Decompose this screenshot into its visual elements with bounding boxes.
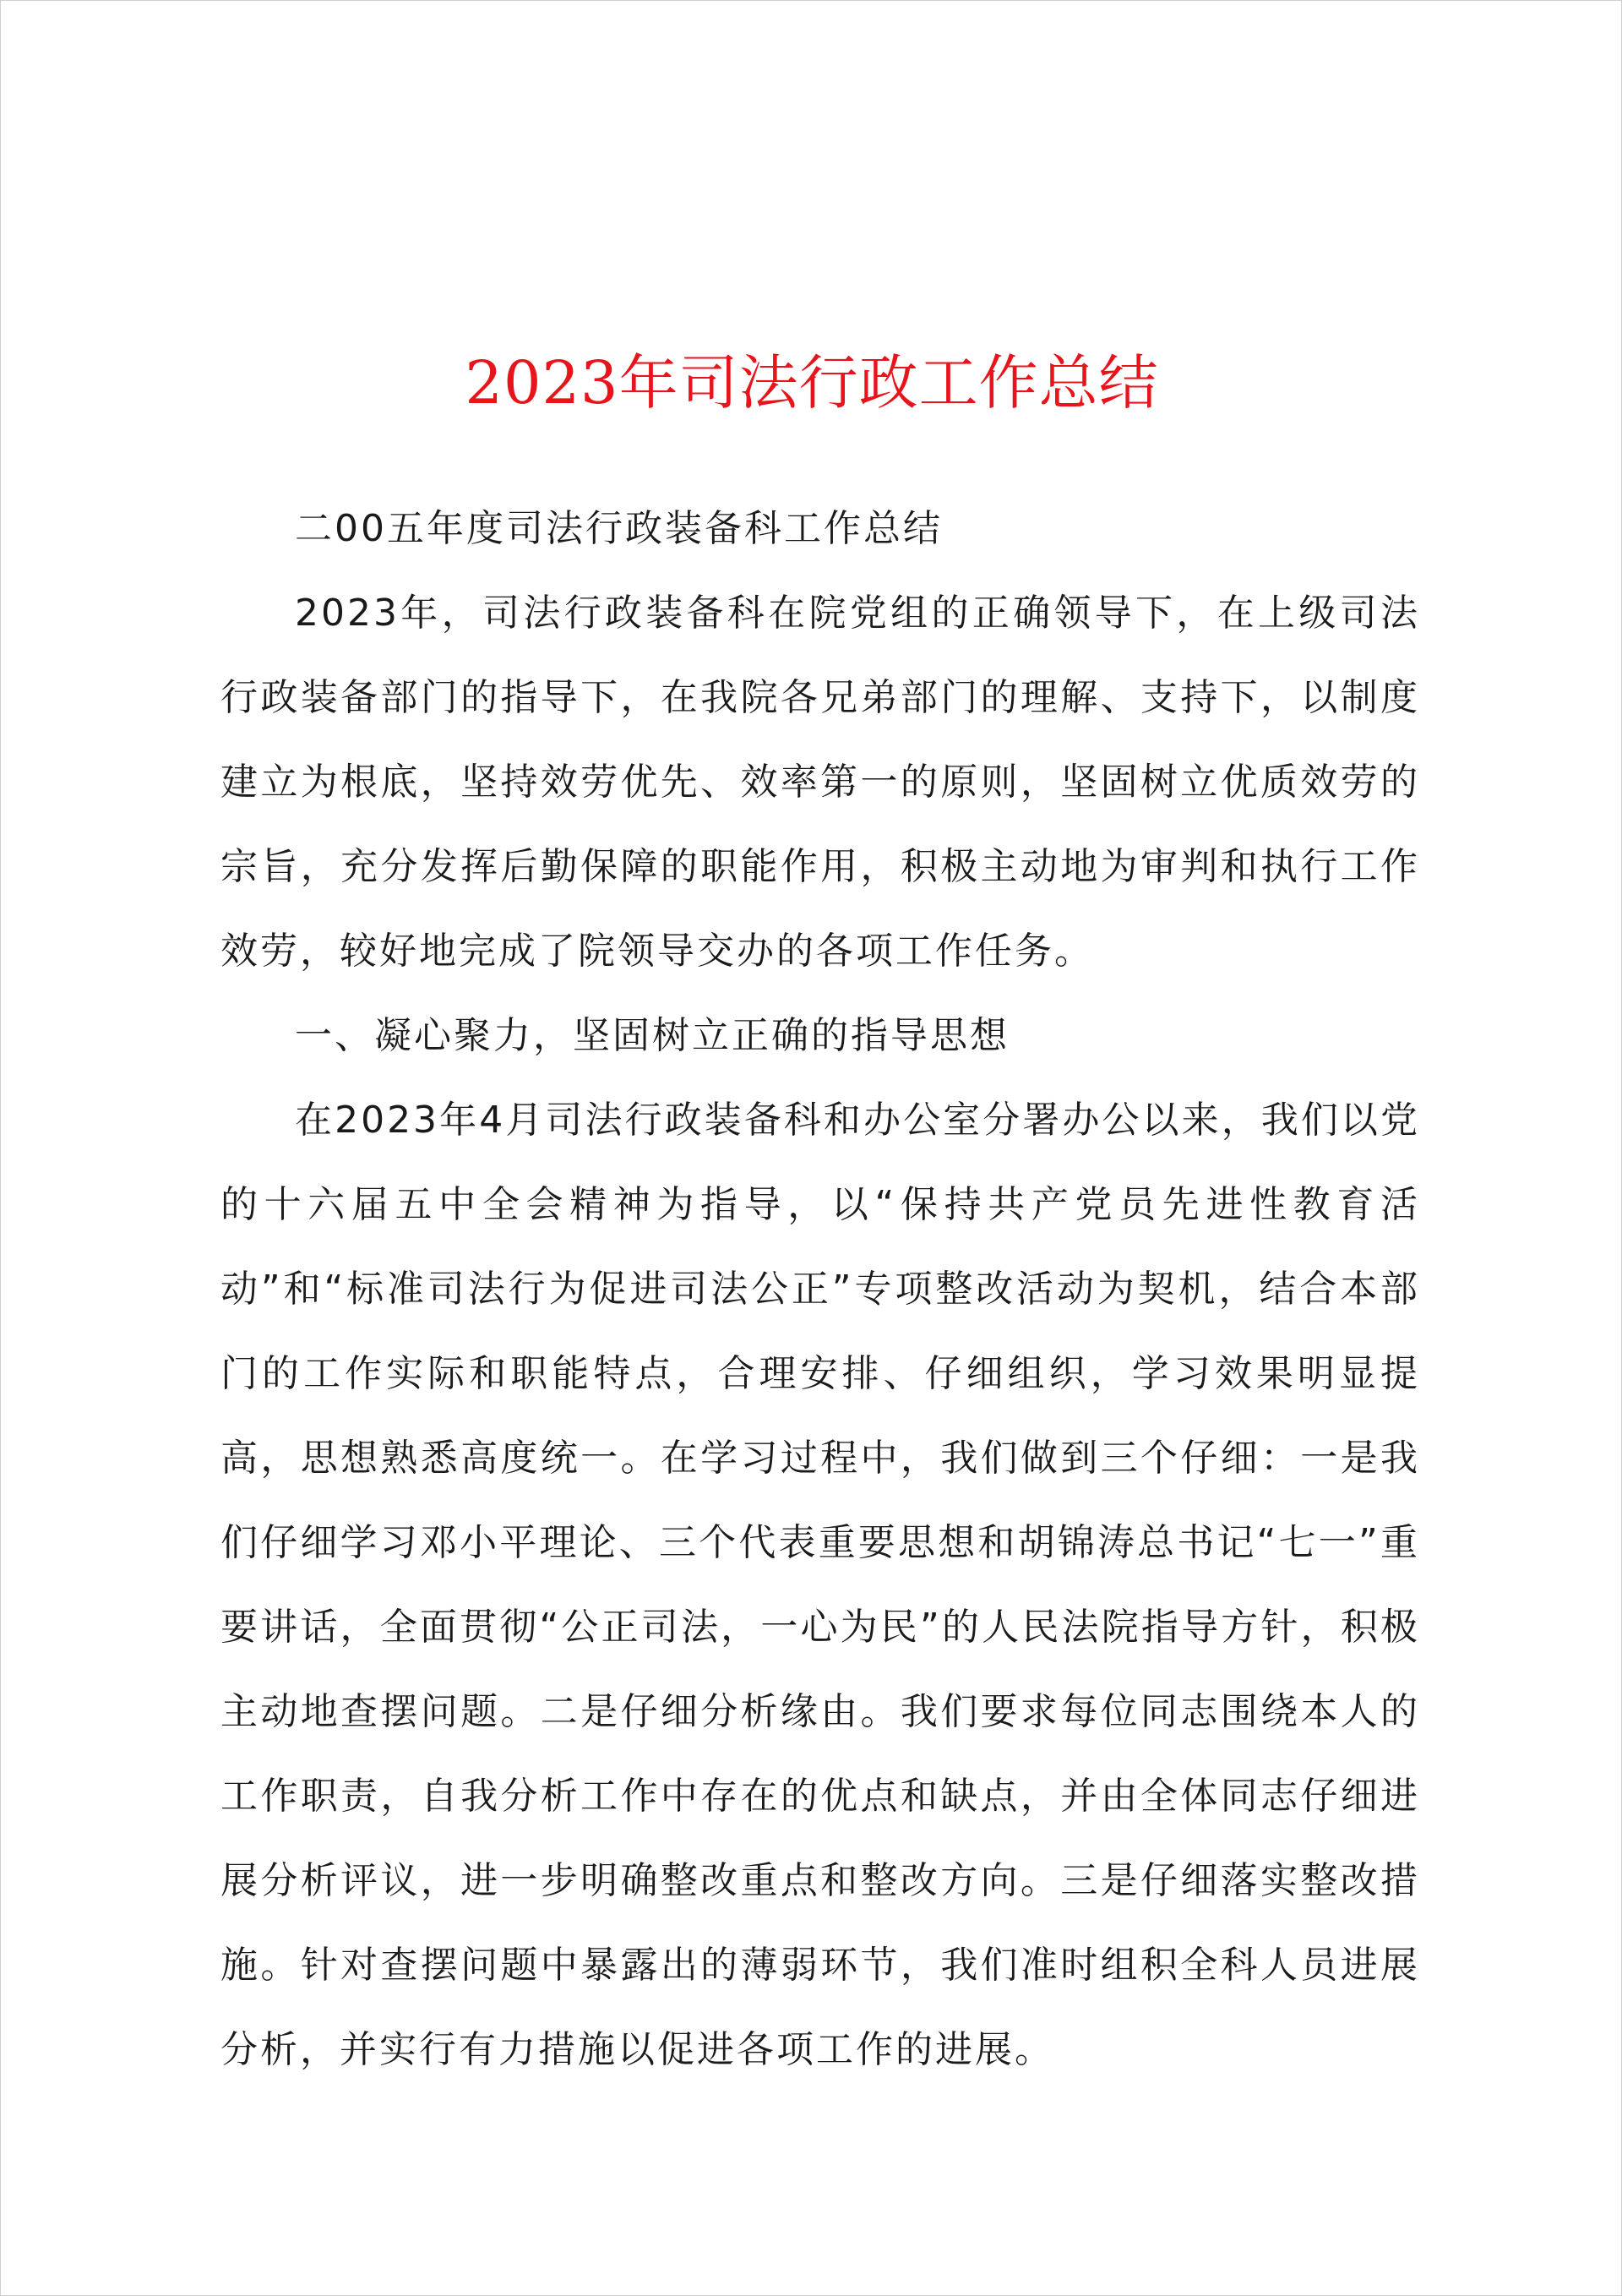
- document-title: 2023年司法行政工作总结: [465, 348, 1159, 417]
- section-heading-one: 一、凝心聚力，坚固树立正确的指导思想: [295, 1014, 1010, 1057]
- paragraph-intro: 2023年，司法行政装备科在院党组的正确领导下，在上级司法行政装备部门的指导下，在我院各兄弟部门的理解、支持下，以制度建立为根底，坚持效劳优先、效率第一的原则，坚固树立优质效劳的宗旨，充分发挥后勤保障的职能作用，积极主动地为审判和执行工作效劳，较好地完成了院领导交办的各项工作任务。: [220, 592, 1420, 973]
- paragraph-section-one: 在2023年4月司法行政装备科和办公室分署办公以来，我们以党的十六届五中全会精神为指导，以“保持共产党员先进性教育活动”和“标准司法行为促进司法公正”专项整改活动为契机，结合本部门的工作实际和职能特点，合理安排、仔细组织，学习效果明显提高，思想熟悉高度统一。在学习过程中，我们做到三个仔细：一是我们仔细学习邓小平理论、三个代表重要思想和胡锦涛总书记“七一”重要讲话，全面贯彻“公正司法，一心为民”的人民法院指导方针，积极主动地查摆问题。二是仔细分析缘由。我们要求每位同志围绕本人的工作职责，自我分析工作中存在的优点和缺点，并由全体同志仔细进展分析评议，进一步明确整改重点和整改方向。三是仔细落实整改措施。针对查摆问题中暴露出的薄弱环节，我们准时组积全科人员进展分析，并实行有力措施以促进各项工作的进展。: [220, 1099, 1420, 2071]
- section-heading-year-summary: 二00五年度司法行政装备科工作总结: [295, 507, 943, 550]
- document-body: [220, 487, 1420, 2092]
